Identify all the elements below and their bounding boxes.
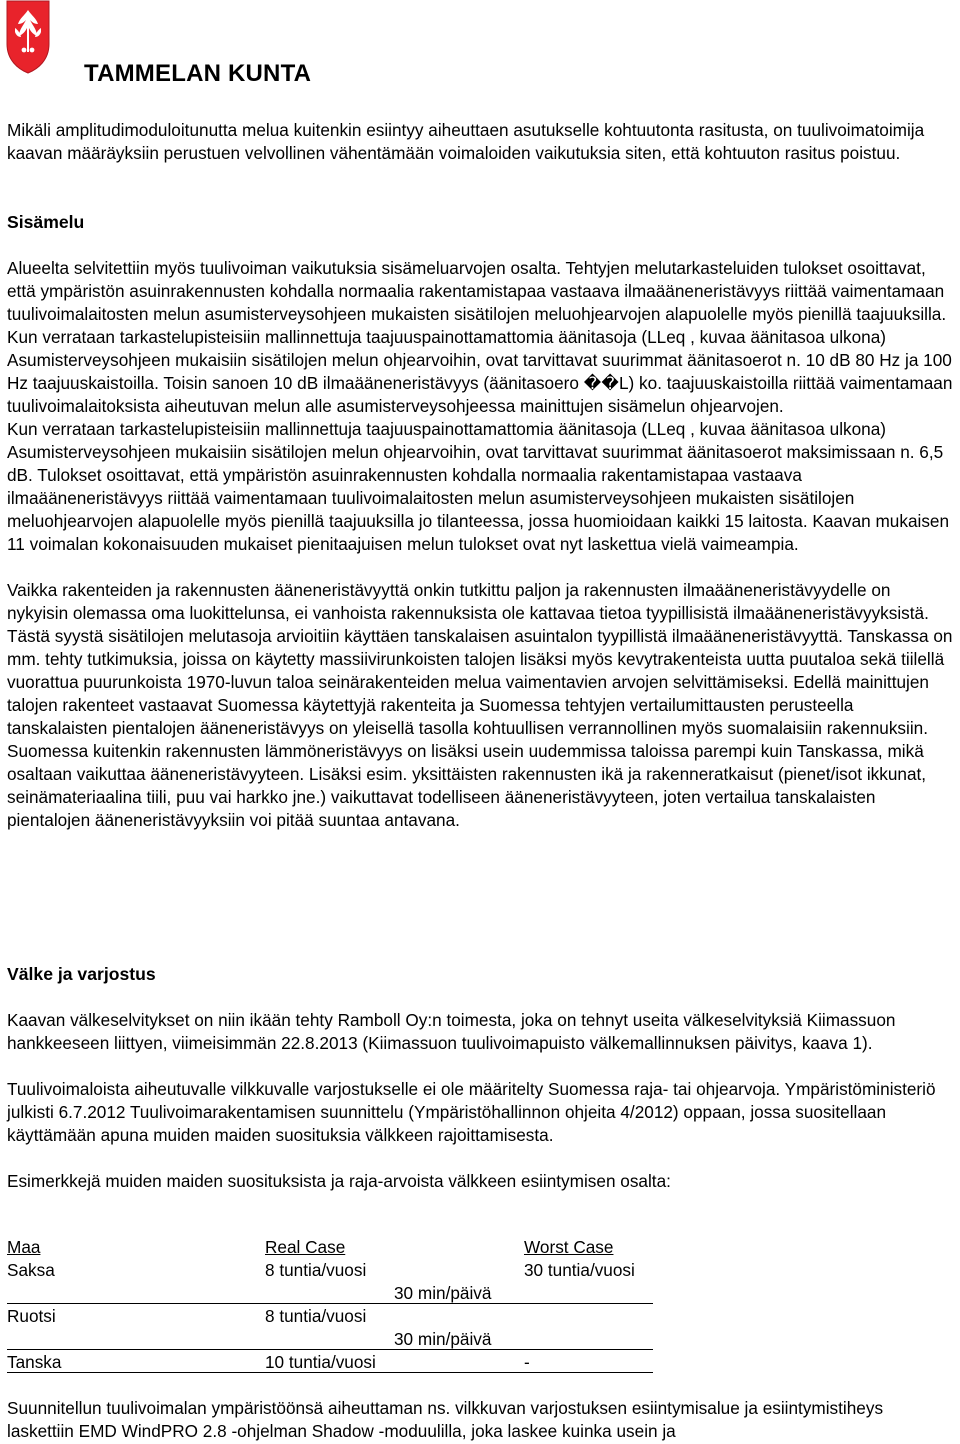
flicker-limits-table [7,1236,657,1374]
table-cell-real: 8 tuntia/vuosi [265,1306,367,1326]
sisamelu-paragraph-3: Vaikka rakenteiden ja rakennusten ääneneristävyyttä onkin tutkittu paljon ja rakennusten ilmaääneneristävyydelle on nykyisin olemassa oma luokittelunsa, ei vanhoista rakennuksista ole kattavaa tietoa tyypillisistä ilmaääneneristävyyksistä. Tästä syystä sisätilojen melutasoja arvioitiin käyttäen tanskalaisen asuintalon tyypillistä ilmaääneneristävyyttä. Tanskassa on mm. tehty tutkimuksia, joissa on käytetty massiivirunkoisten talojen lisäksi myös kevytrakenteista uutta puutaloa sekä tiilellä vuorattua puurunkoista 1970-luvun taloa seinärakenteiden melua vaimentavien arvojen selvittämiseksi. Edellä mainittujen talojen rakenteet vastaavat Suomessa käytettyjä rakenteita ja Suomessa tehtyjen vertailumittausten perusteella tanskalaisten pientalojen ääneneristävyys on yleisellä tasolla kohtuullisen verrannollinen myös suomalaisiin rakennuksiin. Suomessa kuitenkin rakennusten lämmöneristävyys on lisäksi usein uudemmissa taloissa parempi kuin Tanskassa, mikä osaltaan vaikuttaa ääneneristävyyteen. Lisäksi esim. yksittäisten rakennusten ikä ja rakenneratkaisut (pienet/isot ikkunat, seinämateriaalina tiili, puu vai harkko jne.) vaikuttavat todelliseen ääneneristävyyteen, joten vertailua tanskalaisten pientalojen ääneneristävyyksiin voi pitää suuntaa antavana. [7,580,953,830]
section-heading-valke: Välke ja varjostus [7,964,156,984]
table-divider [7,1372,653,1373]
sisamelu-paragraph-1: Alueelta selvitettiin myös tuulivoiman vaikutuksia sisämeluarvojen osalta. Tehtyjen melutarkasteluiden tulokset osoittavat, että ympäristön asuinrakennusten kohdalla normaalia rakentamistapaa vastaava ilmaääneneristävyys riittää vaimentamaan tuulivoimalaitosten melun asumisterveysohjeen mukaisten sisätilojen meluohjearvojen alapuolelle myös pienillä taajuuksilla. Kun verrataan tarkastelupisteisiin mallinnettuja taajuuspainottamattomia äänitasoja (LLeq , kuvaa äänitasoa ulkona) Asumisterveysohjeen mukaisiin sisätilojen melun ohjearvoihin, ovat tarvittavat suurimmat äänitasoerot n. 10 dB 80 Hz ja 100 Hz taajuuskaistoilla. Toisin sanoen 10 dB ilmaääneneristävyys (äänitasoero ��L) ko. taajuuskaistoilla riittää vaimentamaan tuulivoimalaitoksista aiheutuvan melun alle asumisterveysohjeessa mainittujen sisämelun ohjearvojen. [7,258,953,416]
table-header-real-case: Real Case [265,1237,346,1257]
section-heading-sisamelu: Sisämelu [7,212,85,232]
table-row-continuation [7,1282,657,1305]
valke-paragraph-2: Tuulivoimaloista aiheutuvalle vilkkuvalle varjostukselle ei ole määritelty Suomessa raja- tai ohjearvoja. Ympäristöministeriö julkisti 6.7.2012 Tuulivoimarakentamisen suunnittelu (Ympäristöhallinnon ohjeita 4/2012) oppaan, jossa suositellaan käyttämään apuna muiden maiden suosituksia välkkeen rajoittamisesta. [7,1079,936,1145]
sisamelu-body [7,257,954,832]
table-cell-country: Tanska [7,1352,62,1372]
table-header-worst-case: Worst Case [524,1237,614,1257]
table-cell-real: 8 tuntia/vuosi [265,1260,367,1280]
table-cell-extra: 30 min/päivä [394,1329,492,1349]
table-cell-worst: - [524,1352,530,1372]
intro-section [7,119,954,165]
table-divider [7,1349,653,1350]
table-cell-country: Ruotsi [7,1306,56,1326]
valke-closing [7,1397,954,1443]
intro-paragraph: Mikäli amplitudimoduloitunutta melua kuitenkin esiintyy aiheuttaen asutukselle kohtuutonta rasitusta, on tuulivoimatoimija kaavan määräyksiin perustuen velvollinen vähentämään voimaloiden vaikutuksia siten, että kohtuuton rasitus poistuu. [7,120,925,163]
table-header-row [7,1236,657,1259]
table-divider [7,1303,653,1304]
table-cell-worst: 30 tuntia/vuosi [524,1260,635,1280]
table-cell-extra: 30 min/päivä [394,1283,492,1303]
valke-paragraph-3: Esimerkkejä muiden maiden suosituksista ja raja-arvoista välkkeen esiintymisen osalta: [7,1171,671,1191]
sisamelu-section [7,211,954,234]
coat-of-arms-shield [6,0,50,74]
table-row [7,1259,657,1282]
valke-paragraph-1: Kaavan välkeselvitykset on niin ikään tehty Ramboll Oy:n toimesta, joka on tehnyt useita välkeselvityksiä Kiimassuon hankkeeseen liittyen, viimeisimmän 22.8.2013 (Kiimassuon tuulivoimapuisto välkemallinnuksen päivitys, kaava 1). [7,1010,896,1053]
table-cell-real: 10 tuntia/vuosi [265,1352,376,1372]
table-cell-country: Saksa [7,1260,55,1280]
coat-of-arms-icon [6,0,50,74]
organization-name: TAMMELAN KUNTA [84,60,312,87]
table-header-maa: Maa [7,1237,41,1257]
valke-body [7,1009,954,1193]
table-row [7,1305,657,1328]
table-row-continuation [7,1328,657,1351]
valke-paragraph-4: Suunnitellun tuulivoimalan ympäristöönsä aiheuttaman ns. vilkkuvan varjostuksen esiintymisalue ja esiintymistiheys laskettiin EMD WindPRO 2.8 -ohjelman Shadow -moduulilla, joka laskee kuinka usein ja [7,1398,884,1441]
valke-section [7,963,954,986]
table-row [7,1351,657,1374]
sisamelu-paragraph-2: Kun verrataan tarkastelupisteisiin mallinnettuja taajuuspainottamattomia äänitasoja (LLeq , kuvaa äänitasoa ulkona) Asumisterveysohjeen mukaisiin sisätilojen melun ohjearvoihin, ovat tarvittavat suurimmat äänitasoerot maksimissaan n. 6,5 dB. Tulokset osoittavat, että ympäristön asuinrakennusten kohdalla normaalia rakentamistapaa vastaava ilmaääneneristävyys riittää vaimentamaan tuulivoimalaitosten melun asumisterveysohjeen mukaisten sisätilojen meluohjearvojen alapuolelle myös pienillä taajuuksilla jo tilanteessa, jossa huomioidaan kaikki 15 laitosta. Kaavan mukaisen 11 voimalan kokonaisuuden mukaiset pienitaajuisen melun tulokset ovat nyt laskettua vielä vaimeampia. [7,419,950,554]
